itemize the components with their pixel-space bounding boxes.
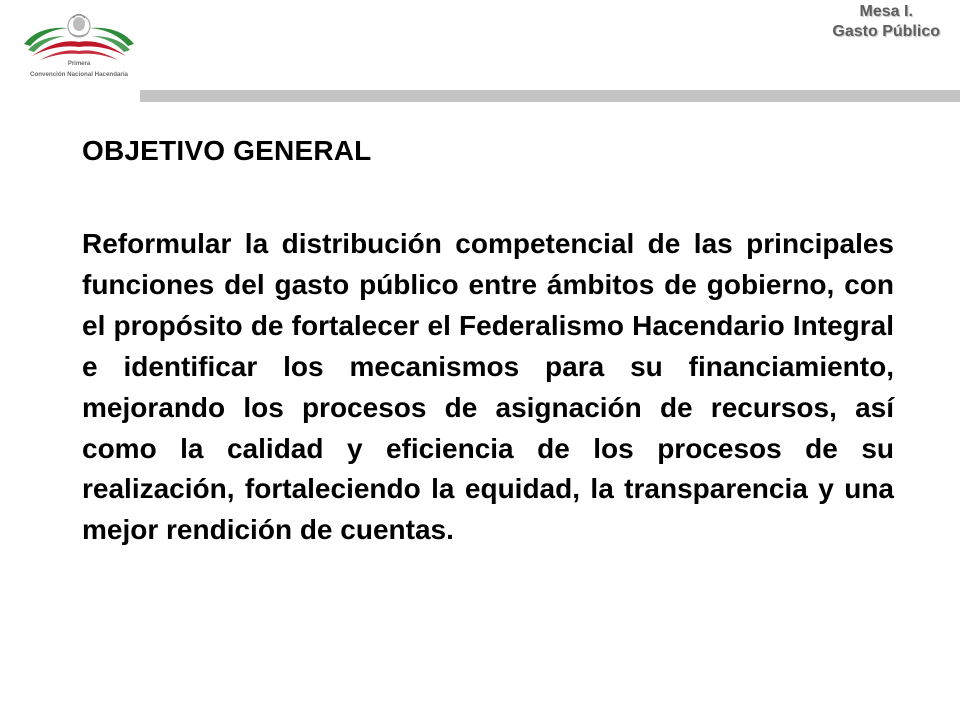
header-divider-bar (140, 90, 960, 102)
logo-text-primera: Primera (67, 61, 91, 67)
table-number: Mesa I. (859, 3, 913, 20)
section-header (832, 2, 940, 42)
convention-logo (18, 6, 140, 82)
table-topic: Gasto Público (832, 23, 940, 40)
logo-text-convention: Convención Nacional Hacendaria (30, 71, 128, 78)
eagle-emblem-icon (18, 6, 140, 62)
objective-paragraph: Reformular la distribución competencial de las principales funciones del gasto público entre ámbitos de gobierno, con el propósito de fortalecer el Federalismo Hacendario Integral e identificar los mecanismos para su financiamiento, mejorando los procesos de asignación de recursos, así como la calidad y eficiencia de los procesos de su realización, fortaleciendo la equidad, la transparencia y una mejor rendición de cuentas. (82, 228, 894, 546)
page-title: OBJETIVO GENERAL (82, 135, 372, 166)
